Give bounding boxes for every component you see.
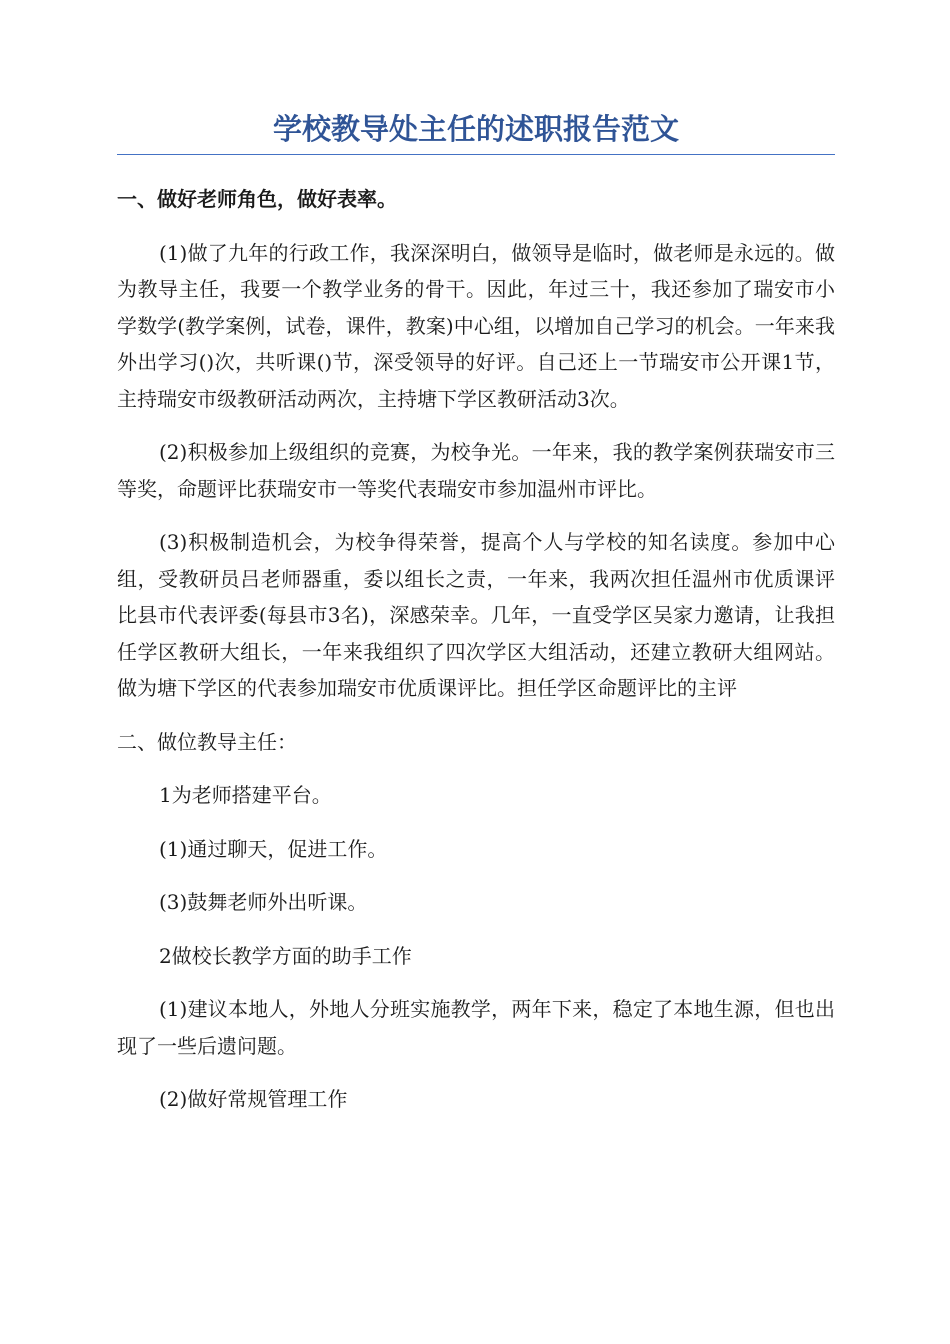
item-1-3: (3)鼓舞老师外出听课。 bbox=[159, 890, 368, 914]
paragraph-2: (2)积极参加上级组织的竞赛，为校争光。一年来，我的教学案例获瑞安市三等奖，命题评比获瑞安市一等奖代表瑞安市参加温州市评比。 bbox=[117, 440, 835, 501]
paragraph-3: (3)积极制造机会，为校争得荣誉，提高个人与学校的知名读度。参加中心组，受教研员吕老师器重，委以组长之责，一年来，我两次担任温州市优质课评比县市代表评委(每县市3名)，深感荣幸。几年，一直受学区吴家力邀请，让我担任学区教研大组长，一年来我组织了四次学区大组活动，还建立教研大组网站。做为塘下学区的代表参加瑞安市优质课评比。担任学区命题评比的主评 bbox=[117, 530, 835, 700]
item-2-2: (2)做好常规管理工作 bbox=[159, 1087, 348, 1111]
title-underline bbox=[117, 154, 835, 155]
document-page bbox=[117, 108, 835, 1135]
paragraph-1: (1)做了九年的行政工作，我深深明白，做领导是临时，做老师是永远的。做为教导主任，我要一个教学业务的骨干。因此，年过三十，我还参加了瑞安市小学数学(教学案例，试卷，课件，教案)中心组，以增加自己学习的机会。一年来我外出学习()次，共听课()节，深受领导的好评。自己还上一节瑞安市公开课1节，主持瑞安市级教研活动两次，主持塘下学区教研活动3次。 bbox=[117, 240, 835, 411]
section-heading-1: 一、做好老师角色，做好表率。 bbox=[117, 187, 397, 211]
item-2: 2做校长教学方面的助手工作 bbox=[159, 943, 412, 968]
section-heading-2: 二、做位教导主任： bbox=[117, 729, 297, 754]
item-1: 1为老师搭建平台。 bbox=[159, 783, 332, 807]
item-2-1: (1)建议本地人，外地人分班实施教学，两年下来，稳定了本地生源，但也出现了一些后遗问题。 bbox=[117, 997, 835, 1058]
item-1-1: (1)通过聊天，促进工作。 bbox=[159, 836, 388, 861]
document-title: 学校教导处主任的述职报告范文 bbox=[272, 112, 679, 146]
